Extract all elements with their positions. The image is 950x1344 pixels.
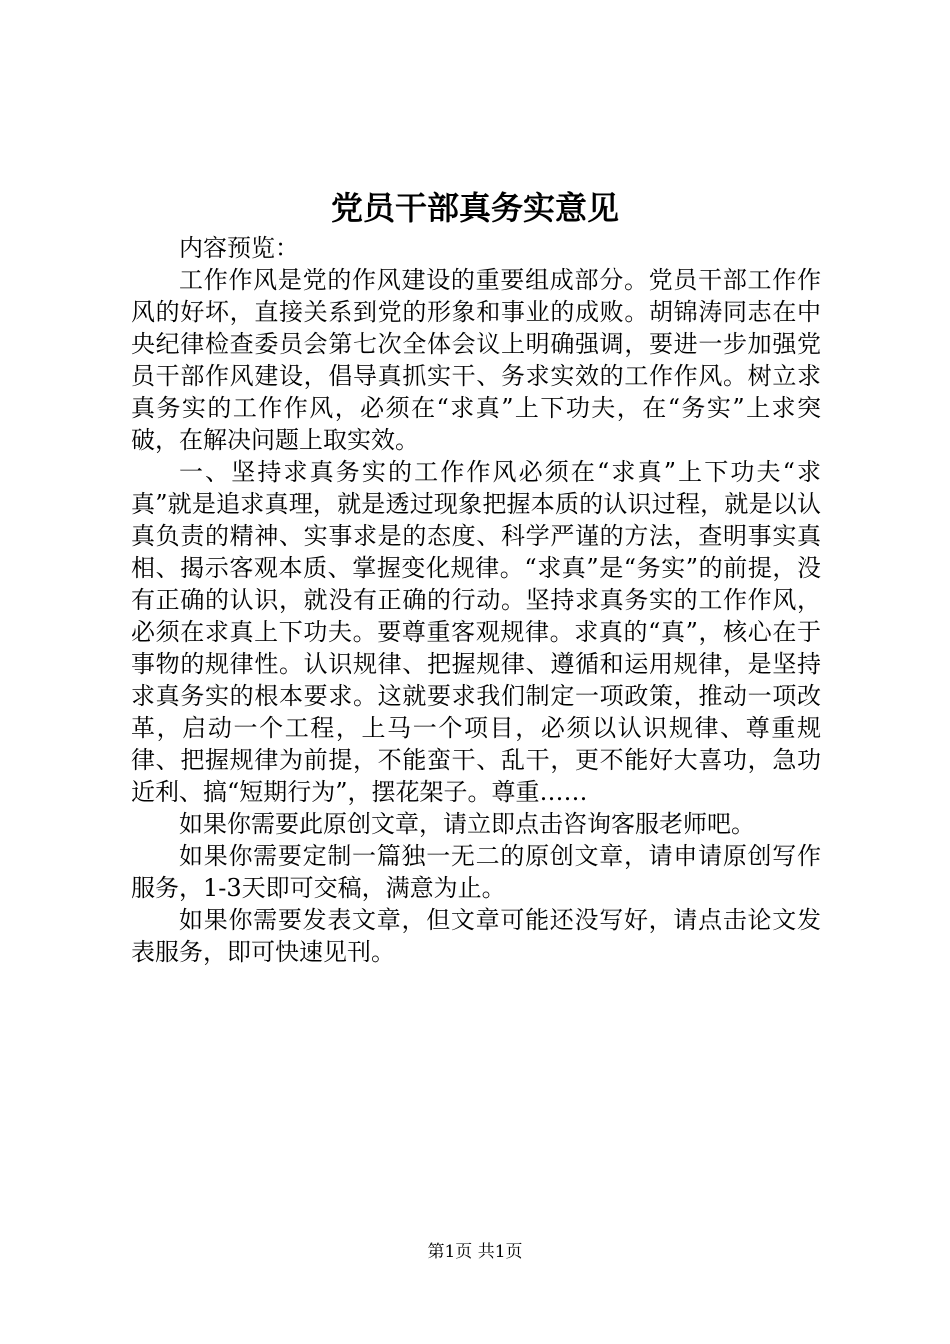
paragraph-publishing-service: 如果你需要发表文章，但文章可能还没写好，请点击论文发表服务，即可快速见刊。 — [131, 906, 821, 966]
paragraph-intro: 工作作风是党的作风建设的重要组成部分。党员干部工作作风的好坏，直接关系到党的形象和事业的成败。胡锦涛同志在中央纪律检查委员会第七次全体会议上明确强调，要进一步加强党员干部作风建设，倡导真抓实干、务求实效的工作作风。树立求真务实的工作作风，必须在“求真”上下功夫，在“务实”上求突破，在解决问题上取实效。 — [131, 266, 821, 454]
document-body — [131, 232, 821, 968]
page-number: 第1页 共1页 — [427, 1242, 523, 1262]
paragraph-custom-writing: 如果你需要定制一篇独一无二的原创文章，请申请原创写作服务，1-3天即可交稿，满意为止。 — [131, 842, 821, 902]
preview-label: 内容预览： — [179, 234, 299, 262]
document-title: 党员干部真务实意见 — [330, 189, 619, 227]
paragraph-contact-service: 如果你需要此原创文章，请立即点击咨询客服老师吧。 — [179, 810, 755, 838]
paragraph-section-one: 一、坚持求真务实的工作作风必须在“求真”上下功夫“求真”就是追求真理，就是透过现象把握本质的认识过程，就是以认真负责的精神、实事求是的态度、科学严谨的方法，查明事实真相、揭示客观本质、掌握变化规律。“求真”是“务实”的前提，没有正确的认识，就没有正确的行动。坚持求真务实的工作作风，必须在求真上下功夫。要尊重客观规律。求真的“真”，核心在于事物的规律性。认识规律、把握规律、遵循和运用规律，是坚持求真务实的根本要求。这就要求我们制定一项政策，推动一项改革，启动一个工程，上马一个项目，必须以认识规律、尊重规律、把握规律为前提，不能蛮干、乱干，更不能好大喜功，急功近利、搞“短期行为”，摆花架子。尊重…… — [131, 458, 821, 806]
